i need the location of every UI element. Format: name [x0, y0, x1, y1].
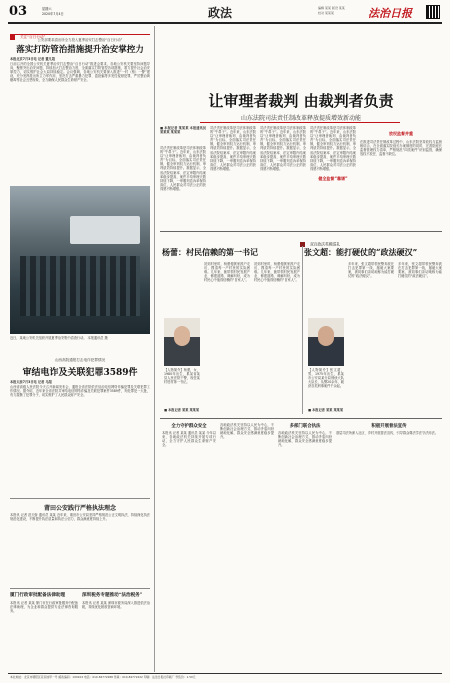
portrait-zhang-face	[318, 326, 334, 346]
bottom-col1-title: 全力守护群众安全	[171, 424, 207, 429]
left-sub-body: 山西省高级人民法院今天召开新闻发布会，通报全省法院依法惩治电信网络诈骗犯罪及关联犯罪工作情况。据介绍，近年来全省法院共审结电信网络诈骗及关联犯罪案件3589件，判处罪犯一大批，有力震慑了犯罪分子，切实维护了人民群众财产安全。	[10, 385, 150, 398]
bottom-col4-body: 基层司法所深入社区、乡村开展普法宣传，引导群众尊法学法守法用法。	[336, 431, 438, 435]
left-sub-kicker: 山西高院通报打击电诈犯罪情况	[54, 358, 106, 362]
footer-rule	[8, 673, 442, 674]
main-byline: ■ 本报记者 某某某 本报通讯员 某某某 某某某	[160, 126, 206, 135]
left-sec4-body: 本报讯 记者 某某 厦门市在行政审批服务中配备法律助理，为企业和群众提供专业法律咨询服务。	[10, 601, 78, 614]
masthead-rule	[8, 22, 442, 24]
left-sec4-title: 厦门行政审批配备法律助理	[10, 593, 66, 598]
left-sub-byline: 本报太原7月3日电 记者 马超	[10, 380, 52, 384]
photo-vehicle	[70, 216, 140, 244]
editor-line-2: 校对 某某某	[318, 11, 334, 15]
left-kicker: 公安部要求清出所全力投入夏季治安打击整治“百日行动”	[37, 38, 123, 42]
feature-banner	[270, 234, 370, 247]
portrait-zhang	[308, 318, 344, 366]
main-body-col2: 司法责任制改革是司法体制改革的“牛鼻子”。近年来，山东法院以“让审理者裁判、由裁判者负责”为目标，全面落实司法责任制，健全审判权力运行机制，审判质效持续提升。数据显示，全省法院结案率、法定审限内结案率稳步提高，案件平均审理天数持续下降，一审服判息诉率保持高位，人民群众对司法公正的获得感不断增强。	[210, 126, 256, 171]
bottom-col1-body: 本报讯 记者 某某 通讯员 某某 今年以来，各地政法机关持续开展专项行动，全力守护人民群众生命财产安全。	[162, 431, 216, 448]
left-sub-headline: 审结电诈及关联犯罪3589件	[22, 368, 138, 378]
banner-label: 双百政法英模巡礼	[309, 241, 341, 247]
left-sec5-body: 本报讯 记者 某某 深圳市税务局深入推进依法治税，持续优化税收营商环境。	[82, 601, 150, 610]
left-sec3-title: 莆田公安践行严格执法理念	[43, 505, 116, 512]
feature-left-body-2: 初到村里时，杨蕾便挨家挨户走访，摸清每一户村民的实际困难。几年来，她带领村民发展产业、修建道路、调解纠纷，成为村民心中值得信赖的“自家人”。	[254, 262, 300, 283]
bottom-col3-title: 多部门联合执法	[289, 424, 321, 429]
left-news-photo	[10, 186, 150, 334]
feature-right-body-1: 多年来，张文超带领民警奔波在打击犯罪第一线，屡破大案要案，被同事们亲切地称为能打硬仗的“政法硬汉”。	[348, 262, 394, 279]
date-line-1: 星期六	[42, 7, 52, 11]
footer-text: 本社地址：北京市朝阳区花家地甲一号 邮政编码：100102 电话：010-84772288 传真：010-84772222 印刷：法治日报社印刷厂 零售价：1.50元	[10, 675, 196, 679]
left-photo-caption: 近日，某地公安机关组织开展夏季治安集中清查行动。 本报通讯员 摄	[10, 336, 108, 340]
tag-label: 关注“百日行动”	[20, 35, 46, 39]
left-body: 日前召开的全国公安机关夏季治安打击整治“百日行动”推进会要求，各地公安机关要坚持问题导向，聚焦突出治安问题，持续加大打击整治力度，全面落实打防管控各项措施，着力提升社会治安掌控力，切实维护社会大局持续稳定。会议强调，各地公安机关要深入推进“一村（格）一警”建设，充分发挥派出所主力军作用，坚决打击严重暴力犯罪、盗抢骗等多发性侵财犯罪，严厉整治黄赌毒等社会丑恶现象，全力确保人民群众生命财产安全。	[10, 62, 150, 83]
main-body-col4: 司法责任制改革是司法体制改革的“牛鼻子”。近年来，山东法院以“让审理者裁判、由裁判者负责”为目标，全面落实司法责任制，健全审判权力运行机制，审判质效持续提升。数据显示，全省法院结案率、法定审限内结案率稳步提高，案件平均审理天数持续下降，一审服判息诉率保持高位，人民群众对司法公正的获得感不断增强。	[310, 126, 356, 171]
main-bottom-rule	[160, 231, 442, 232]
qr-code-icon	[426, 5, 440, 19]
main-subhead-rule	[200, 122, 400, 123]
left-byline: 本报北京7月3日电 记者 董凡超	[10, 57, 55, 61]
main-subhead: 山东法院司法责任制改革释放提质增效新动能	[240, 115, 361, 122]
bottom-col4-title: 积极开展普法宣传	[371, 424, 407, 429]
main-section-head-a: 健全监督“靠谱”	[318, 176, 348, 181]
portrait-yang-face	[174, 326, 190, 346]
main-body-col5: 在推进司法责任制改革过程中，山东法院坚持放权与监督相结合，在全面落实院庭长办案制度的同时，完善院庭长监督管理权力清单，严格规范“四类案件”识别监管，确保放权不放任、监督不缺位。	[360, 140, 442, 157]
portrait-yang	[164, 318, 200, 366]
photo-officers	[20, 256, 140, 316]
feature-divider	[302, 246, 303, 414]
page-number: 03	[9, 4, 28, 19]
paper-name-logo: 法治日报	[368, 7, 412, 20]
feature-right-byline: ■ 本报记者 某某 某某某	[308, 408, 344, 412]
feature-left-byline: ■ 本报记者 某某 某某某	[164, 408, 200, 412]
main-headline: 让审理者裁判 由裁判者负责	[208, 92, 394, 110]
main-body-col3: 司法责任制改革是司法体制改革的“牛鼻子”。近年来，山东法院以“让审理者裁判、由裁判者负责”为目标，全面落实司法责任制，健全审判权力运行机制，审判质效持续提升。数据显示，全省法院结案率、法定审限内结案率稳步提高，案件平均审理天数持续下降，一审服判息诉率保持高位，人民群众对司法公正的获得感不断增强。	[260, 126, 306, 171]
feature-bottom-rule	[160, 418, 442, 419]
left-sec3-body: 本报讯 记者 范天娇 通讯员 某某 近年来，莆田市公安局坚持严格规范公正文明执法，持续深化执法规范化建设，不断提升执法质量和执法公信力，群众满意度持续上升。	[10, 513, 150, 522]
left-headline: 落实打防管治措施提升治安掌控力	[16, 45, 144, 55]
date-line-2: 2020年7月4日	[42, 12, 64, 16]
feature-right-title: 张文超：能打硬仗的“政法硬汉”	[304, 247, 418, 257]
left-sec5-title: 深圳税务专题推动“法治税务”	[82, 593, 143, 598]
feature-left-title: 杨蕾：村民信赖的第一书记	[162, 247, 258, 257]
main-body-col1: 司法责任制改革是司法体制改革的“牛鼻子”。近年来，山东法院以“让审理者裁判、由裁判者负责”为目标，全面落实司法责任制，健全审判权力运行机制，审判质效持续提升。数据显示，全省法院结案率、法定审限内结案率稳步提高，案件平均审理天数持续下降，一审服判息诉率保持高位，人民群众对司法公正的获得感不断增强。	[160, 146, 206, 191]
left-tag	[10, 27, 150, 39]
left-rule-2	[10, 588, 150, 589]
left-rule-1	[10, 498, 150, 499]
feature-left-profile: 【人物简介】杨蕾，女，1980年出生，系某省某县人民法院干警，现任某村驻村第一书记。	[164, 368, 200, 385]
bottom-col2-body: 各地政法机关坚持以人民为中心，不断创新社会治理方式，推动矛盾纠纷就地化解，群众安全感满意度稳步提升。	[220, 423, 274, 440]
section-title: 政法	[208, 6, 233, 20]
bottom-col3-body: 各地政法机关坚持以人民为中心，不断创新社会治理方式，推动矛盾纠纷就地化解，群众安全感满意度稳步提升。	[278, 431, 332, 448]
left-column-divider	[154, 26, 155, 672]
masthead	[0, 0, 450, 30]
feature-right-body-2: 多年来，张文超带领民警奔波在打击犯罪第一线，屡破大案要案，被同事们亲切地称为能打硬仗的“政法硬汉”。	[398, 262, 442, 279]
feature-right-profile: 【人物简介】张文超，男，1975年出生，系某市公安局某分局刑侦大队大队长，从警20余年，破获各类刑事案件千余起。	[308, 368, 344, 389]
main-section-head-b: 放权监督并重	[389, 131, 413, 136]
editor-line-1: 编辑 某某 版设 某某	[318, 6, 345, 10]
feature-left-body-1: 初到村里时，杨蕾便挨家挨户走访，摸清每一户村民的实际困难。几年来，她带领村民发展产业、修建道路、调解纠纷，成为村民心中值得信赖的“自家人”。	[204, 262, 250, 283]
